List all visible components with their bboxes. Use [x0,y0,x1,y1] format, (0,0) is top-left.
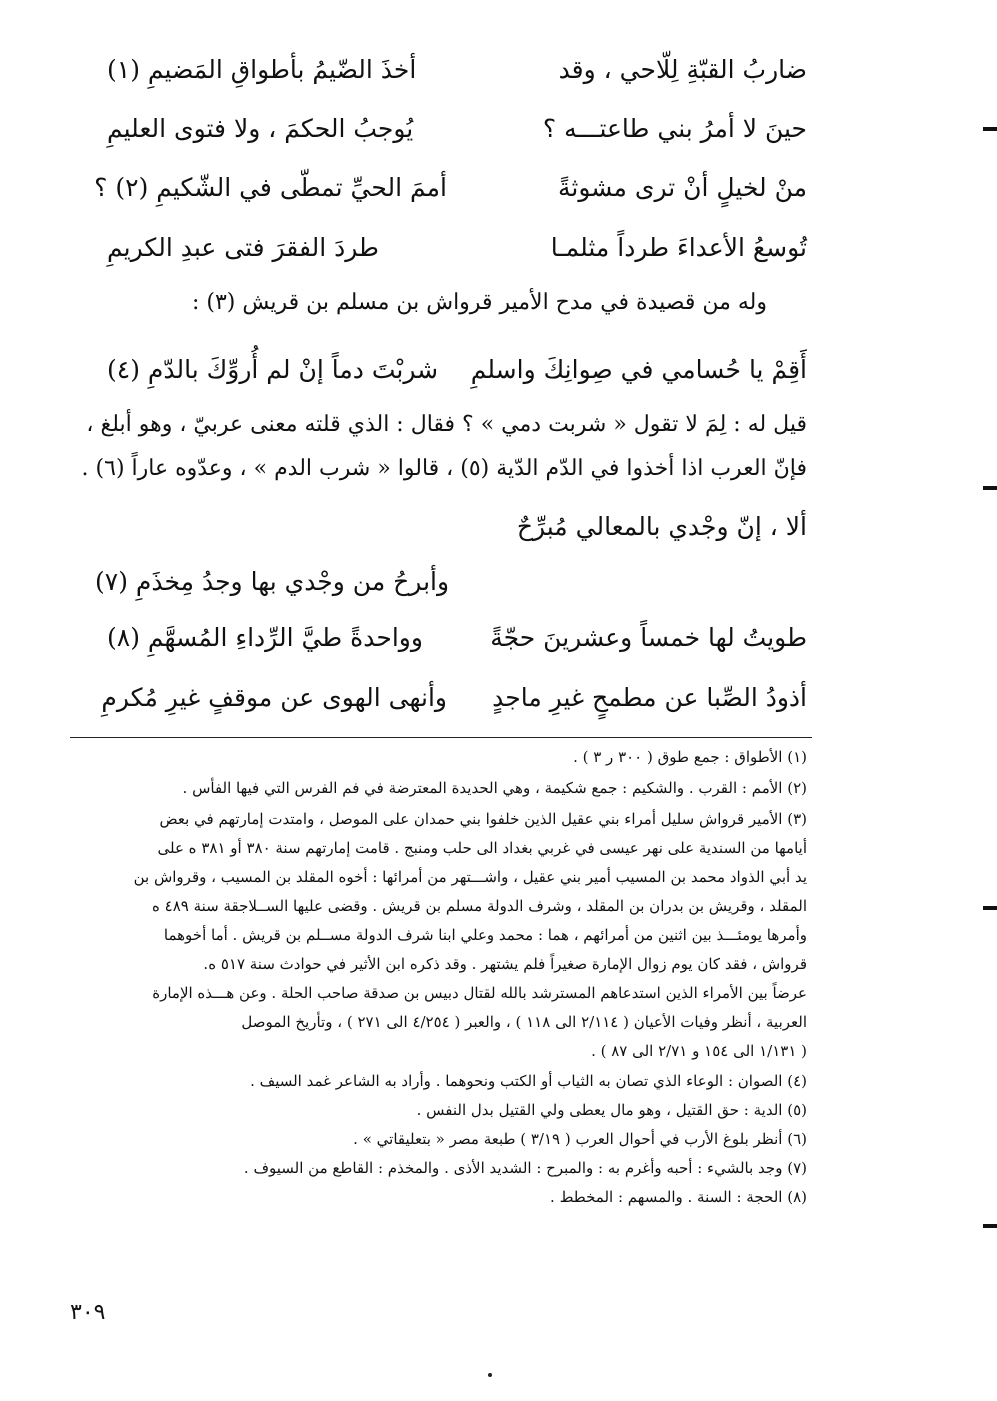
footnote-7: (٧) وجد بالشيء : أحبه وأغرم به : والمبرح : الشديد الأذى . والمخذم : القاطع من السيوف . [243,1159,807,1177]
verse-2-second-hemistich: يُوجبُ الحكمَ ، ولا فتوى العليمِ [107,113,414,143]
verse-5-second-hemistich: شربْتَ دماً إنْ لم أُروِّكَ بالدّمِ (٤) [107,354,439,384]
scan-edge-mark [983,1224,997,1228]
verse-2 [107,103,807,153]
footnote-3-line-4: المقلد ، وقريش بن بدران بن المقلد ، وشرف الدولة مسلم بن قريش . وقضى عليها الســلاجقة سنة ٤٨٩ ه [152,897,807,915]
footnote-1: (١) الأطواق : جمع طوق ( ٣٠٠ ر ٣ ) . [573,748,807,766]
scan-edge-mark [983,127,997,131]
footnote-5: (٥) الدية : حق القتيل ، وهو مال يعطى ولي القتيل بدل النفس . [416,1101,807,1119]
verse-4 [107,222,807,272]
verse-3 [94,162,807,212]
verse-1-second-hemistich: أخذَ الضّيمُ بأطواقِ المَضيمِ (١) [107,54,417,84]
footnote-separator [70,737,812,738]
poem-intro: وله من قصيدة في مدح الأمير قرواش بن مسلم بن قريش (٣) : [191,290,767,315]
footnote-3-line-3: يد أبي الذواد محمد بن المسيب أمير بني عقيل ، واشـــتهر من أمرائها : أخوه المقلد بن المسيب ، وقرواش بن [133,868,807,886]
verse-3-second-hemistich: أممَ الحيِّ تمطّى في الشّكيمِ (٢) ؟ [94,172,447,202]
verse-1 [107,44,807,94]
prose-line-2: فإنّ العرب اذا أخذوا في الدّم الدّية (٥) ، قالوا « شرب الدم » ، وعدّوه عاراً (٦) . [81,456,807,481]
stepped-verse-second: وأبرحُ من وجْدي بها وجدُ مِخذَمِ (٧) [95,567,450,596]
verse-6-second-hemistich: وواحدةً طيَّ الرِّداءِ المُسهَّمِ (٨) [107,622,423,652]
verse-7-first-hemistich: أذودُ الصِّبا عن مطمحٍ غيرِ ماجدٍ [492,682,807,712]
footnote-3-line-8: العربية ، أنظر وفيات الأعيان ( ٢/١١٤ الى ١١٨ ) ، والعبر ( ٤/٢٥٤ الى ٢٧١ ) ، وتأريخ الموصل [241,1013,807,1031]
verse-5-first-hemistich: أَقِمْ يا حُسامي في صِوانِكَ واسلمِ [470,354,807,384]
footnote-3-line-6: قرواش ، فقد كان يوم زوال الإمارة صغيراً فلم يشتهر . وقد ذكره ابن الأثير في حوادث سنة ٥١٧ ه. [203,955,807,973]
footnote-2: (٢) الأمم : القرب . والشكيم : جمع شكيمة ، وهي الحديدة المعترضة في فم الفرس التي فيها الفأس . [182,779,807,797]
footnote-3-line-9: ( ١/١٣١ الى ١٥٤ و ٢/٧١ الى ٨٧ ) . [591,1042,807,1060]
verse-6 [107,612,807,662]
verse-2-first-hemistich: حينَ لا أمرُ بني طاعتـــه ؟ [542,113,807,143]
footnote-3-line-1: (٣) الأمير قرواش سليل أمراء بني عقيل الذين خلفوا بني حمدان على الموصل ، وامتدت إمارتهم في بعض [159,810,807,828]
scan-edge-mark [983,906,997,910]
scan-dot [488,1373,492,1377]
verse-7 [101,672,807,722]
verse-4-first-hemistich: تُوسعُ الأعداءَ طرداً مثلمـا [550,232,807,262]
footnote-3-line-7: عرضاً بين الأمراء الذين استدعاهم المسترشد بالله لقتال دبيس بن صدقة صاحب الحلة . وعن هـــذه الإمارة [152,984,807,1002]
footnote-3-line-5: وأمرها يومئـــذ بين اثنين من أمرائهم ، هما : محمد وعلي ابنا شرف الدولة مســلم بن قريش . أما أخوهما [163,926,807,944]
verse-6-first-hemistich: طويتُ لها خمساً وعشرينَ حجّةً [490,622,807,652]
verse-4-second-hemistich: طردَ الفقرَ فتى عبدِ الكريمِ [107,232,379,262]
page-number: ٣٠٩ [70,1300,106,1325]
stepped-verse-first: ألا ، إنّ وجْدي بالمعالي مُبرِّحٌ [516,512,807,541]
prose-line-1: قيل له : لِمَ لا تقول « شربت دمي » ؟ فقال : الذي قلته معنى عربيّ ، وهو أبلغ ، [86,412,807,437]
footnote-3-line-2: أيامها من السندية على نهر عيسى في غربي بغداد الى حلب ومنبج . قامت إمارتهم سنة ٣٨٠ أو ٣٨١ ه على [157,839,807,857]
footnote-6: (٦) أنظر بلوغ الأرب في أحوال العرب ( ٣/١٩ ) طبعة مصر « بتعليقاتي » . [353,1130,807,1148]
verse-5 [107,344,807,394]
verse-3-first-hemistich: منْ لخيلٍ أنْ ترى مشوثةً [557,172,807,202]
verse-1-first-hemistich: ضاربُ القبّةِ لِلّاحي ، وقد [558,54,807,84]
scan-edge-mark [983,486,997,490]
verse-7-second-hemistich: وأنهى الهوى عن موقفٍ غيرِ مُكرمِ [101,682,447,712]
footnote-4: (٤) الصوان : الوعاء الذي تصان به الثياب أو الكتب ونحوهما . وأراد به الشاعر غمد السيف . [250,1072,807,1090]
footnote-8: (٨) الحجة : السنة . والمسهم : المخطط . [550,1188,807,1206]
